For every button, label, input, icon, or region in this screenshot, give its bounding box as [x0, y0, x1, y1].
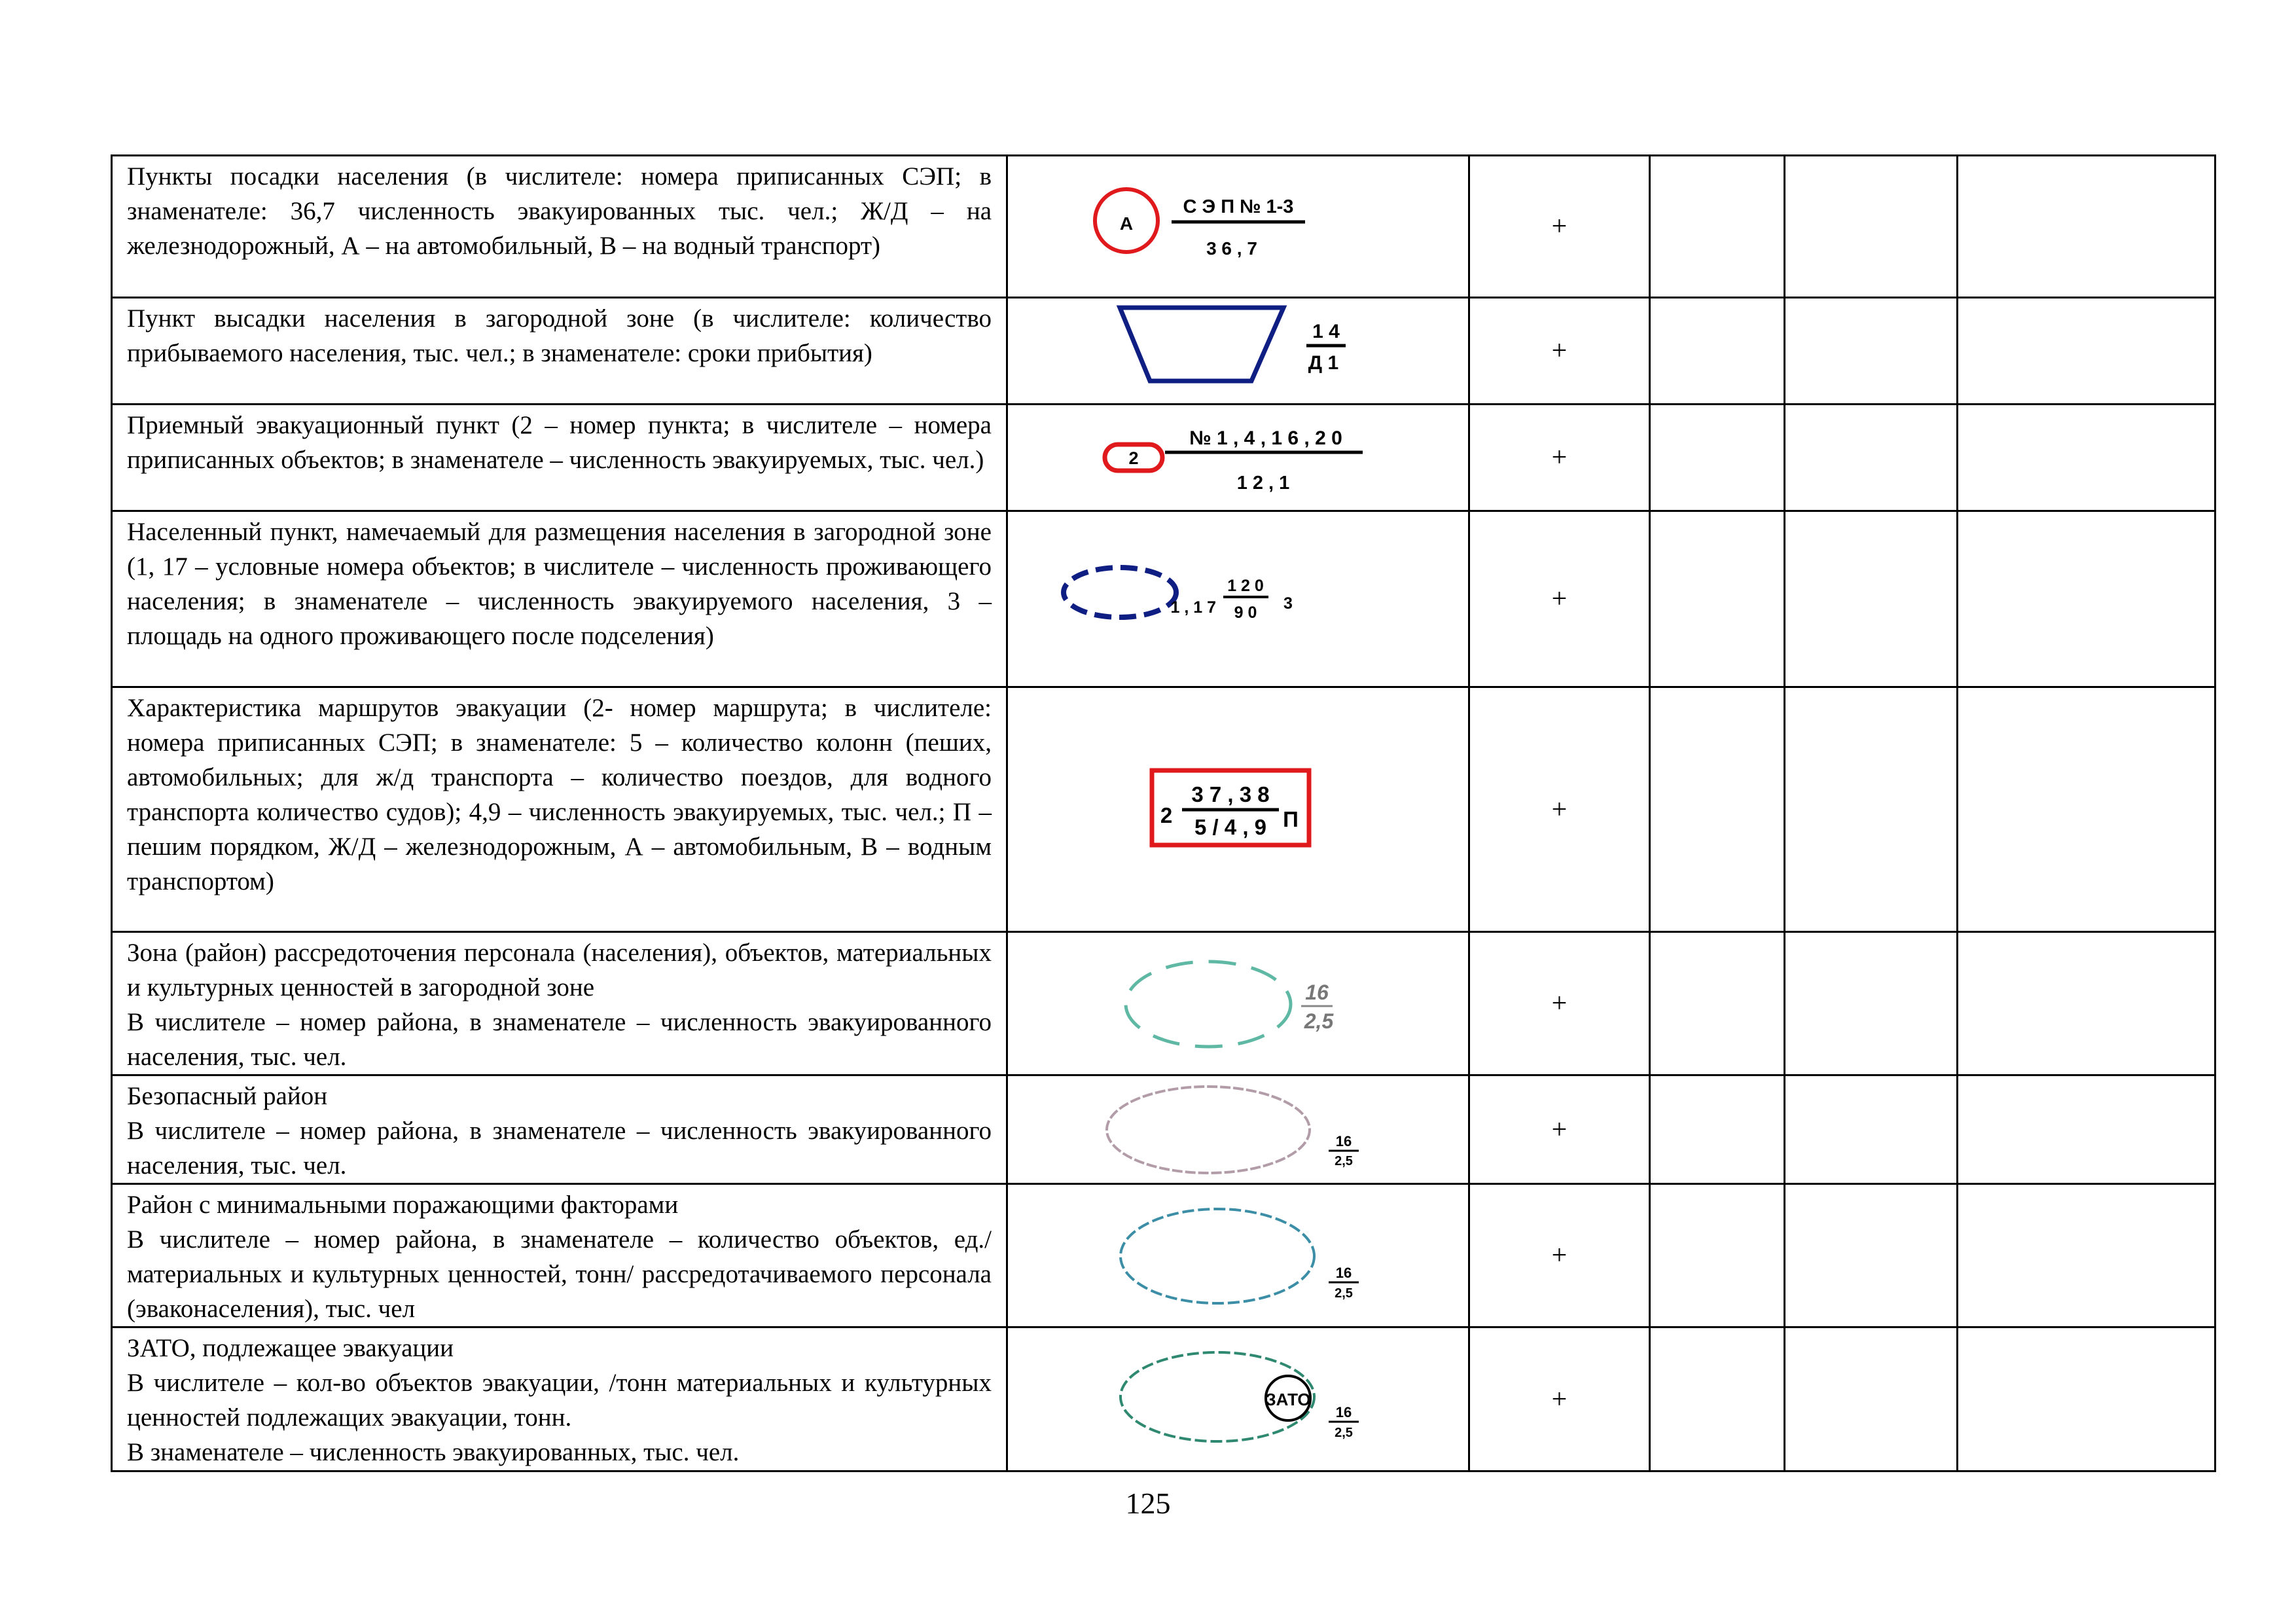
denominator: 2,5 — [1335, 1286, 1353, 1301]
empty-cell — [1650, 932, 1785, 1075]
symbol-cell — [1007, 1184, 1469, 1327]
empty-cell — [1650, 298, 1785, 405]
legend-table — [111, 154, 2216, 1472]
table-row — [112, 511, 2215, 687]
denominator: 2,5 — [1304, 1009, 1334, 1033]
table-row — [112, 687, 2215, 932]
symbol-cell — [1007, 511, 1469, 687]
empty-cell — [1958, 687, 2215, 932]
empty-cell — [1785, 1184, 1958, 1327]
description-cell: ЗАТО, подлежащее эвакуации В числителе – кол-во объектов эвакуации, /тонн материальных и культурных ценностей подлежащих эвакуации, тонн. В знаменателе – численность эвакуированных, тыс. чел. — [112, 1327, 1007, 1471]
description-cell: Зона (район) рассредоточения персонала (населения), объектов, материальных и культурных ценностей в загородной зоне В числителе – номер района, в знаменателе – численность эвакуированного населения, тыс. чел. — [112, 932, 1007, 1075]
empty-cell — [1650, 1184, 1785, 1327]
denominator: Д 1 — [1308, 352, 1339, 374]
badge-label: ЗАТО — [1265, 1390, 1311, 1409]
numerator: № 1 , 4 , 1 6 , 2 0 — [1189, 427, 1342, 449]
boarding-point-symbol — [1008, 156, 1470, 297]
numerator: С Э П № 1-3 — [1183, 196, 1294, 217]
dispersal-ellipse — [1126, 962, 1291, 1047]
empty-cell — [1650, 156, 1785, 298]
table-row — [112, 405, 2215, 511]
mark-cell: + — [1469, 687, 1650, 932]
empty-cell — [1650, 687, 1785, 932]
description-cell: Приемный эвакуационный пункт (2 – номер пункта; в числителе – номера приписанных объектов; в знаменателе – численность эвакуируемых, тыс. чел.) — [112, 405, 1007, 511]
description-cell: Населенный пункт, намечаемый для размещения населения в загородной зоне (1, 17 – условные номера объектов; в числителе – численность проживающего населения; в знаменателе – численность эвакуируемого населения, 3 – площадь на одного проживающего после подселения) — [112, 511, 1007, 687]
symbol-cell — [1007, 932, 1469, 1075]
table-row — [112, 156, 2215, 298]
table-row — [112, 1184, 2215, 1327]
empty-cell — [1958, 1075, 2215, 1184]
dispersal-zone-symbol — [1008, 934, 1470, 1074]
empty-cell — [1650, 511, 1785, 687]
denominator: 2,5 — [1335, 1153, 1353, 1168]
symbol-cell — [1007, 1327, 1469, 1471]
numerator: 3 7 , 3 8 — [1191, 782, 1270, 806]
mode-label: П — [1283, 807, 1299, 831]
empty-cell — [1958, 932, 2215, 1075]
symbol-cell — [1007, 405, 1469, 511]
settlement-ellipse — [1064, 568, 1176, 617]
empty-cell — [1650, 405, 1785, 511]
empty-cell — [1958, 1327, 2215, 1471]
description-cell: Характеристика маршрутов эвакуации (2- номер маршрута; в числителе: номера приписанных СЭП; в знаменателе: 5 – количество колонн (пеших, автомобильных; для ж/д транспорта – количество поездов, для водного транспорта количество судов); 4,9 – численность эвакуируемых, тыс. чел.; П – пешим порядком, Ж/Д – железнодорожным, А – автомобильным, В – водным транспортом) — [112, 687, 1007, 932]
mark-cell: + — [1469, 156, 1650, 298]
denominator: 3 6 , 7 — [1206, 238, 1257, 259]
trapezoid — [1120, 308, 1283, 381]
numerator: 1 2 0 — [1227, 577, 1264, 595]
numerator: 1 4 — [1312, 321, 1340, 342]
numerator: 16 — [1305, 980, 1329, 1004]
empty-cell — [1785, 156, 1958, 298]
mark-cell: + — [1469, 1327, 1650, 1471]
disembark-point-symbol — [1008, 298, 1470, 403]
denominator: 1 2 , 1 — [1236, 473, 1290, 494]
mark-cell: + — [1469, 298, 1650, 405]
empty-cell — [1785, 1327, 1958, 1471]
table-row — [112, 1075, 2215, 1184]
empty-cell — [1785, 687, 1958, 932]
min-damage-ellipse — [1121, 1209, 1314, 1303]
description-cell: Район с минимальными поражающими факторами В числителе – номер района, в знаменателе – количество объектов, ед./ материальных и культурных ценностей, тонн/ рассредотачиваемого персонала (эваконаселения), тыс. чел — [112, 1184, 1007, 1327]
symbol-cell — [1007, 298, 1469, 405]
table-row — [112, 932, 2215, 1075]
table-row — [112, 298, 2215, 405]
denominator: 5 / 4 , 9 — [1194, 815, 1267, 839]
description-cell: Безопасный район В числителе – номер района, в знаменателе – численность эвакуированного населения, тыс. чел. — [112, 1075, 1007, 1184]
mark-cell: + — [1469, 511, 1650, 687]
empty-cell — [1650, 1075, 1785, 1184]
settlement-symbol — [1008, 512, 1470, 686]
mark-cell: + — [1469, 1184, 1650, 1327]
symbol-cell — [1007, 1075, 1469, 1184]
min-damage-area-symbol — [1008, 1186, 1470, 1326]
area-label: 3 — [1283, 594, 1293, 613]
mark-cell: + — [1469, 1075, 1650, 1184]
route-symbol — [1008, 688, 1470, 931]
empty-cell — [1785, 932, 1958, 1075]
description-cell: Пункты посадки населения (в числителе: номера приписанных СЭП; в знаменателе: 36,7 численность эвакуированных тыс. чел.; Ж/Д – на железнодорожный, А – на автомобильный, В – на водный транспорт) — [112, 156, 1007, 298]
empty-cell — [1785, 511, 1958, 687]
numerator: 16 — [1335, 1404, 1352, 1420]
empty-cell — [1785, 1075, 1958, 1184]
denominator: 2,5 — [1335, 1426, 1353, 1440]
safe-area-symbol — [1008, 1077, 1470, 1182]
empty-cell — [1958, 1184, 2215, 1327]
empty-cell — [1958, 511, 2215, 687]
route-label: 2 — [1160, 803, 1173, 827]
denominator: 9 0 — [1234, 604, 1257, 622]
mark-cell: + — [1469, 932, 1650, 1075]
numerator: 16 — [1335, 1264, 1352, 1281]
symbol-cell — [1007, 156, 1469, 298]
table-row — [112, 1327, 2215, 1471]
empty-cell — [1785, 405, 1958, 511]
empty-cell — [1958, 298, 2215, 405]
page-number: 125 — [1125, 1487, 1171, 1520]
circle-label: А — [1119, 213, 1134, 234]
safe-area-ellipse — [1107, 1087, 1310, 1173]
reception-point-symbol — [1008, 405, 1470, 510]
box-label: 2 — [1128, 448, 1139, 468]
empty-cell — [1785, 298, 1958, 405]
empty-cell — [1958, 405, 2215, 511]
empty-cell — [1650, 1327, 1785, 1471]
symbol-cell — [1007, 687, 1469, 932]
zato-symbol — [1008, 1328, 1470, 1470]
objects-label: 1 , 1 7 — [1170, 598, 1216, 617]
mark-cell: + — [1469, 405, 1650, 511]
numerator: 16 — [1335, 1132, 1352, 1149]
empty-cell — [1958, 156, 2215, 298]
description-cell: Пункт высадки населения в загородной зоне (в числителе: количество прибываемого населения, тыс. чел.; в знаменателе: сроки прибытия) — [112, 298, 1007, 405]
